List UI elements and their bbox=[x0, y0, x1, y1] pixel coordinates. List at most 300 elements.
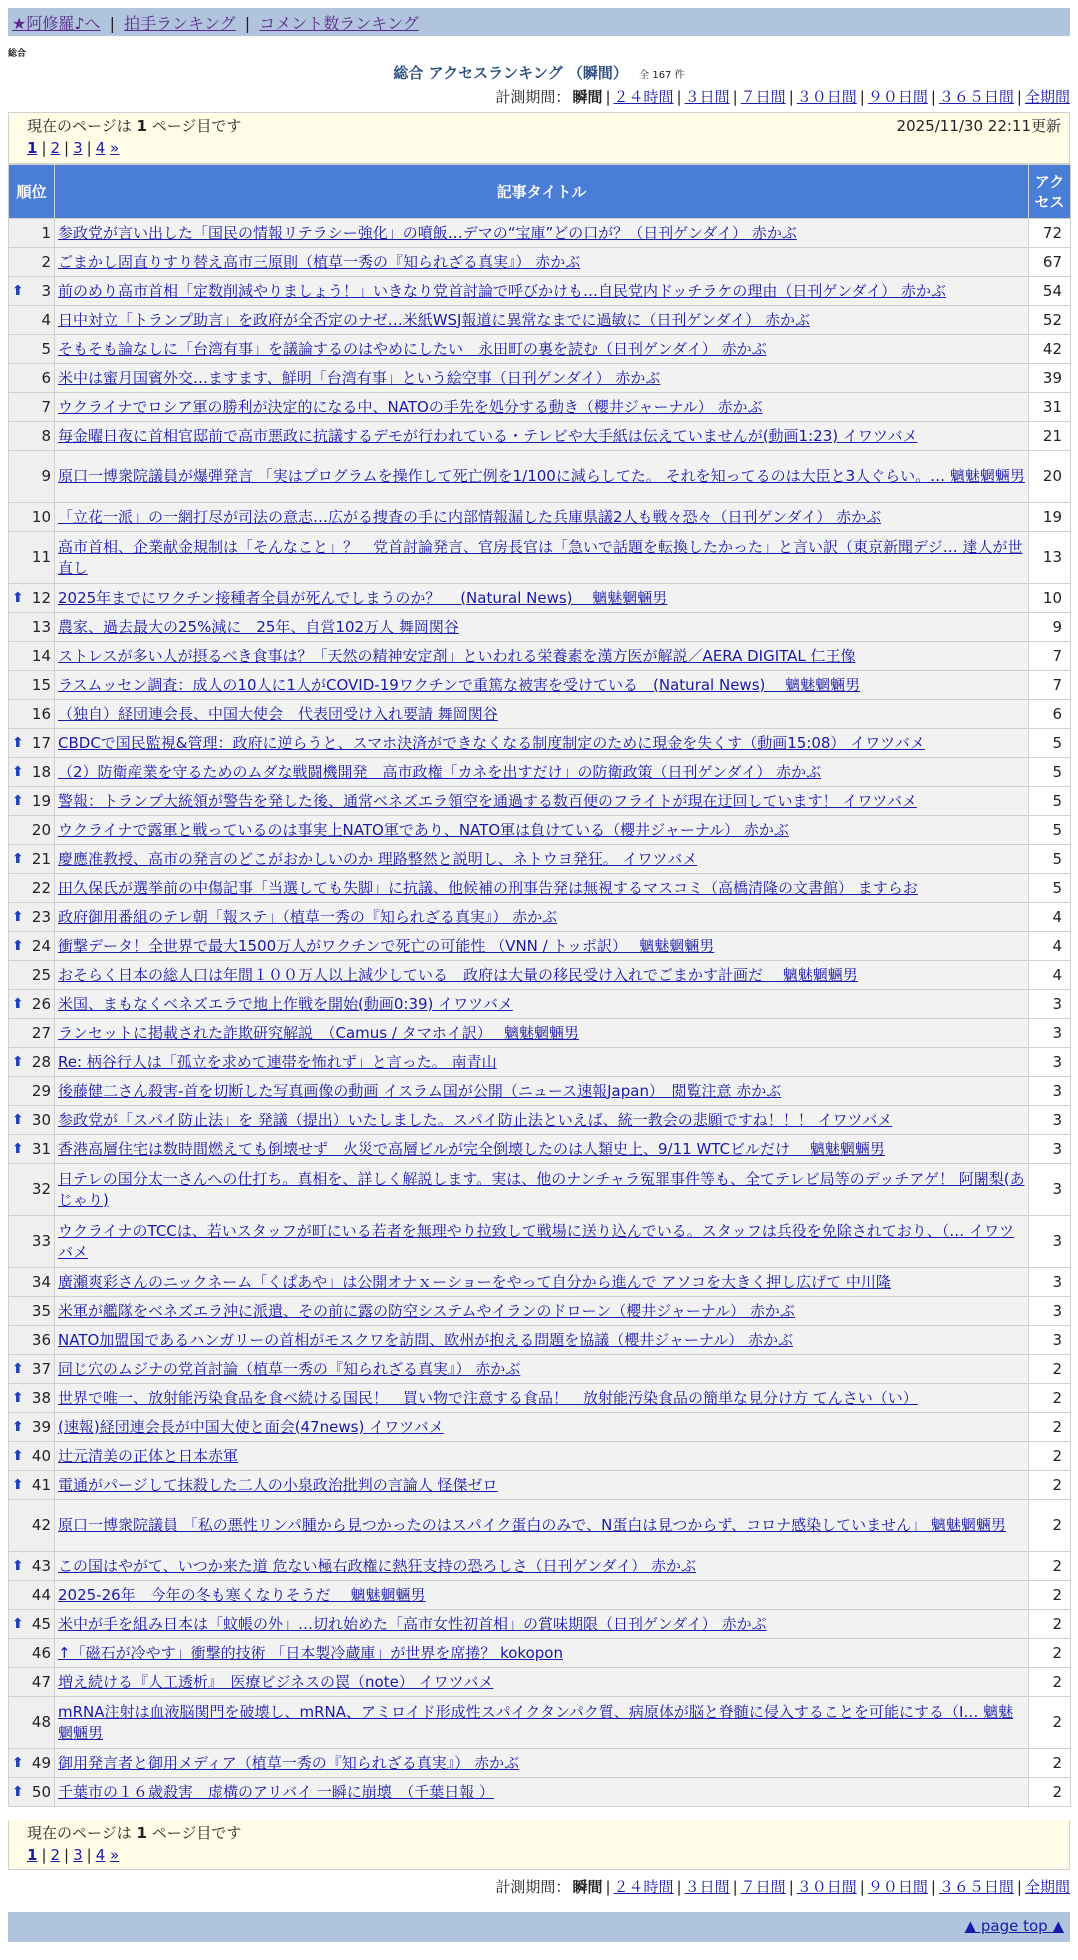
up-arrow-icon: ⬆ bbox=[12, 1112, 24, 1128]
article-link[interactable]: 日中対立「トランプ助言」を政府が全否定のナゼ…米紙WSJ報道に異常なまでに過敏に（日刊ゲンダイ） 赤かぶ bbox=[58, 310, 811, 329]
rank-number: 13 bbox=[31, 617, 51, 636]
table-row bbox=[9, 1581, 1071, 1610]
rank-cell bbox=[9, 1581, 55, 1610]
access-count: 67 bbox=[1029, 248, 1071, 277]
article-link[interactable]: 辻元清美の正体と日本赤軍 bbox=[58, 1446, 239, 1465]
rank-cell bbox=[9, 451, 55, 503]
article-link[interactable]: 米国、まもなくベネズエラで地上作戦を開始(動画0:39) イワツバメ bbox=[58, 994, 513, 1013]
period-link[interactable]: ３日間 bbox=[684, 88, 730, 106]
rank-number: 5 bbox=[41, 339, 51, 358]
table-row bbox=[9, 1552, 1071, 1581]
rank-cell bbox=[9, 248, 55, 277]
up-arrow-icon: ⬆ bbox=[12, 1558, 24, 1574]
table-row bbox=[9, 1326, 1071, 1355]
access-count: 2 bbox=[1029, 1749, 1071, 1778]
table-row bbox=[9, 1778, 1071, 1807]
period-selector-top bbox=[495, 86, 1070, 107]
up-arrow-icon: ⬆ bbox=[12, 851, 24, 867]
article-link[interactable]: この国はやがて、いつか来た道 危ない極右政権に熱狂支持の恐ろしさ（日刊ゲンダイ） 赤かぶ bbox=[58, 1556, 697, 1575]
rank-cell bbox=[9, 306, 55, 335]
period-separator: | bbox=[605, 88, 611, 106]
rank-cell bbox=[9, 642, 55, 671]
rank-number: 15 bbox=[31, 675, 51, 694]
article-link[interactable]: 2025-26年 今年の冬も寒くなりそうだ 魑魅魍魎男 bbox=[58, 1585, 426, 1604]
period-separator: | bbox=[930, 88, 936, 106]
article-link[interactable]: 政府御用番組のテレ朝「報ステ」（植草一秀の『知られざる真実』） 赤かぶ bbox=[58, 907, 558, 926]
article-link[interactable]: 警報：トランプ大統領が警告を発した後、通常ベネズエラ領空を通過する数百便のフライトが現在迂回しています！ イワツバメ bbox=[58, 791, 918, 810]
rank-cell bbox=[9, 393, 55, 422]
rank-cell bbox=[9, 1384, 55, 1413]
table-row bbox=[9, 700, 1071, 729]
access-count: 2 bbox=[1029, 1355, 1071, 1384]
table-row bbox=[9, 1500, 1071, 1552]
period-link[interactable]: 全期間 bbox=[1024, 1878, 1070, 1896]
article-link[interactable]: ごまかし固直りすり替え高市三原則（植草一秀の『知られざる真実』） 赤かぶ bbox=[58, 252, 581, 271]
rank-cell bbox=[9, 532, 55, 584]
rank-number: 24 bbox=[31, 936, 51, 955]
access-count: 2 bbox=[1029, 1384, 1071, 1413]
table-row bbox=[9, 1135, 1071, 1164]
access-count: 2 bbox=[1029, 1610, 1071, 1639]
article-link[interactable]: （独自）経団連会長、中国大使会 代表団受け入れ要請 舞岡関谷 bbox=[58, 704, 498, 723]
table-row bbox=[9, 1216, 1071, 1268]
period-link[interactable]: ２４時間 bbox=[613, 1878, 674, 1896]
access-column-header: アクセス bbox=[1029, 165, 1071, 219]
table-row bbox=[9, 874, 1071, 903]
rank-number: 21 bbox=[31, 849, 51, 868]
rank-cell bbox=[9, 1610, 55, 1639]
comment-ranking-link[interactable]: コメント数ランキング bbox=[259, 14, 419, 33]
page-separator: | bbox=[64, 139, 70, 157]
rank-cell bbox=[9, 990, 55, 1019]
rank-cell bbox=[9, 1019, 55, 1048]
rank-cell bbox=[9, 1697, 55, 1749]
up-arrow-icon: ⬆ bbox=[12, 938, 24, 954]
title-cell bbox=[55, 422, 1029, 451]
article-link[interactable]: 千葉市の１６歳殺害 虚構のアリバイ 一瞬に崩壊 （千葉日報 ） bbox=[58, 1782, 494, 1801]
page-link-3[interactable]: 3 bbox=[73, 1846, 83, 1864]
article-link[interactable]: 米軍が艦隊をベネズエラ沖に派遣、その前に露の防空システムやイランのドローン（櫻井ジャーナル） 赤かぶ bbox=[58, 1301, 795, 1320]
access-count: 2 bbox=[1029, 1413, 1071, 1442]
page-link-1[interactable]: 1 bbox=[27, 1846, 38, 1864]
access-count: 13 bbox=[1029, 532, 1071, 584]
rank-number: 11 bbox=[31, 548, 51, 566]
access-count: 5 bbox=[1029, 787, 1071, 816]
table-row bbox=[9, 961, 1071, 990]
rank-number: 6 bbox=[41, 368, 51, 387]
up-arrow-icon: ⬆ bbox=[12, 1361, 24, 1377]
rank-cell bbox=[9, 364, 55, 393]
table-row bbox=[9, 1048, 1071, 1077]
access-count: 3 bbox=[1029, 1135, 1071, 1164]
article-link[interactable]: 参政党が「スパイ防止法」を 発議（提出）いたしました。スパイ防止法といえば、統一教会の悲願ですね！！！ イワツバメ bbox=[58, 1110, 893, 1129]
period-link[interactable]: ９０日間 bbox=[867, 88, 928, 106]
article-link[interactable]: 原口一博衆院議員が爆弾発言 「実はプログラムを操作して死亡例を1/100に減らしてた。 それを知ってるのは大臣と3人ぐらい。… 魑魅魍魎男 bbox=[58, 467, 1025, 485]
title-cell bbox=[55, 364, 1029, 393]
period-current: 瞬間 bbox=[572, 88, 603, 106]
table-row bbox=[9, 1077, 1071, 1106]
title-cell bbox=[55, 1384, 1029, 1413]
article-link[interactable]: 慶應准教授、高市の発言のどこがおかしいのか 理路整然と説明し、ネトウヨ発狂。 イワツバメ bbox=[58, 849, 698, 868]
table-row bbox=[9, 1268, 1071, 1297]
title-cell bbox=[55, 248, 1029, 277]
title-cell bbox=[55, 1552, 1029, 1581]
article-link[interactable]: 後藤健二さん殺害-首を切断した写真画像の動画 イスラム国が公開（ニュース速報Japan） 閲覧注意 赤かぶ bbox=[58, 1081, 782, 1100]
access-count: 42 bbox=[1029, 335, 1071, 364]
rank-cell bbox=[9, 1413, 55, 1442]
article-link[interactable]: 2025年までにワクチン接種者全員が死んでしまうのか？ (Natural News) 魑魅魍魎男 bbox=[58, 588, 668, 607]
title-cell bbox=[55, 1164, 1029, 1216]
pager-top bbox=[8, 112, 1070, 164]
table-row bbox=[9, 422, 1071, 451]
next-page-link[interactable]: » bbox=[110, 1846, 120, 1864]
rank-number: 2 bbox=[41, 252, 51, 271]
access-count: 52 bbox=[1029, 306, 1071, 335]
table-row bbox=[9, 932, 1071, 961]
up-arrow-icon: ⬆ bbox=[12, 1054, 24, 1070]
article-link[interactable]: 参政党が言い出した「国民の情報リテラシー強化」の噴飯…デマの“宝庫”どの口が？（日刊ゲンダイ） 赤かぶ bbox=[58, 223, 797, 242]
page-link-4[interactable]: 4 bbox=[95, 1846, 106, 1864]
table-row bbox=[9, 903, 1071, 932]
up-arrow-icon: ⬆ bbox=[12, 1477, 24, 1493]
article-link[interactable]: 御用発言者と御用メディア（植草一秀の『知られざる真実』） 赤かぶ bbox=[58, 1753, 520, 1772]
period-separator: | bbox=[930, 1878, 936, 1896]
title-cell bbox=[55, 1639, 1029, 1668]
title-cell bbox=[55, 642, 1029, 671]
period-separator: | bbox=[859, 1878, 865, 1896]
rank-cell bbox=[9, 1077, 55, 1106]
title-cell bbox=[55, 1749, 1029, 1778]
page-title-text: 総合 アクセスランキング （瞬間） bbox=[393, 64, 628, 82]
rank-number: 34 bbox=[31, 1272, 51, 1291]
rank-number: 45 bbox=[31, 1614, 51, 1633]
title-cell bbox=[55, 1697, 1029, 1749]
access-count: 9 bbox=[1029, 613, 1071, 642]
article-link[interactable]: 電通がパージして抹殺した二人の小泉政治批判の言論人 怪傑ゼロ bbox=[58, 1475, 498, 1494]
access-count: 2 bbox=[1029, 1697, 1071, 1749]
table-row bbox=[9, 1749, 1071, 1778]
bottom-bar bbox=[8, 1912, 1070, 1942]
home-link[interactable]: ★阿修羅♪へ bbox=[12, 14, 101, 33]
page-numbers-bottom bbox=[27, 1844, 1051, 1866]
nav-separator: | bbox=[244, 14, 251, 33]
title-cell bbox=[55, 932, 1029, 961]
current-page-number: 1 bbox=[136, 117, 147, 135]
article-link[interactable]: (速報)経団連会長が中国大使と面会(47news) イワツバメ bbox=[58, 1417, 444, 1436]
ranking-table bbox=[8, 164, 1071, 1807]
access-count: 20 bbox=[1029, 451, 1071, 503]
rank-number: 20 bbox=[31, 820, 51, 839]
title-cell bbox=[55, 671, 1029, 700]
rank-cell bbox=[9, 700, 55, 729]
rank-number: 37 bbox=[31, 1359, 51, 1378]
table-row bbox=[9, 990, 1071, 1019]
up-arrow-icon: ⬆ bbox=[12, 793, 24, 809]
access-count: 31 bbox=[1029, 393, 1071, 422]
rank-cell bbox=[9, 335, 55, 364]
rank-cell bbox=[9, 758, 55, 787]
access-count: 2 bbox=[1029, 1581, 1071, 1610]
article-link[interactable]: 田久保氏が選挙前の中傷記事「当選しても失脚」に抗議、他候補の刑事告発は無視するマスコミ（高橋清隆の文書館） ますらお bbox=[58, 878, 918, 897]
access-count: 4 bbox=[1029, 903, 1071, 932]
next-page-link[interactable]: » bbox=[110, 139, 120, 157]
table-row bbox=[9, 642, 1071, 671]
access-count: 3 bbox=[1029, 1019, 1071, 1048]
rank-cell bbox=[9, 422, 55, 451]
article-link[interactable]: （2）防衛産業を守るためのムダな戦闘機開発 高市政権「カネを出すだけ」の防衛政策（日刊ゲンダイ） 赤かぶ bbox=[58, 762, 822, 781]
period-link[interactable]: ３６５日間 bbox=[938, 1878, 1014, 1896]
table-row bbox=[9, 1384, 1071, 1413]
article-link[interactable]: おそらく日本の総人口は年間１００万人以上減少している 政府は大量の移民受け入れでごまかす計画だ 魑魅魍魎男 bbox=[58, 965, 858, 984]
title-cell bbox=[55, 584, 1029, 613]
title-cell bbox=[55, 335, 1029, 364]
applause-ranking-link[interactable]: 拍手ランキング bbox=[124, 14, 236, 33]
rank-number: 48 bbox=[31, 1713, 51, 1731]
access-count: 5 bbox=[1029, 758, 1071, 787]
rank-number: 3 bbox=[41, 281, 51, 300]
article-link[interactable]: ランセットに掲載された詐欺研究解説 （Camus / タマホイ訳） 魑魅魍魎男 bbox=[58, 1023, 579, 1042]
top-nav-bar bbox=[8, 8, 1070, 36]
title-cell bbox=[55, 1668, 1029, 1697]
rank-number: 1 bbox=[41, 223, 51, 242]
title-cell bbox=[55, 1500, 1029, 1552]
title-cell bbox=[55, 729, 1029, 758]
rank-cell bbox=[9, 503, 55, 532]
rank-cell bbox=[9, 1048, 55, 1077]
title-cell bbox=[55, 277, 1029, 306]
access-count: 5 bbox=[1029, 845, 1071, 874]
rank-cell bbox=[9, 932, 55, 961]
rank-cell bbox=[9, 816, 55, 845]
access-count: 7 bbox=[1029, 642, 1071, 671]
title-cell bbox=[55, 700, 1029, 729]
page-link-3[interactable]: 3 bbox=[73, 139, 83, 157]
access-count: 5 bbox=[1029, 816, 1071, 845]
period-link[interactable]: ３６５日間 bbox=[938, 88, 1014, 106]
updated-timestamp: 2025/11/30 22:11更新 bbox=[896, 117, 1061, 135]
rank-column-header: 順位 bbox=[9, 165, 55, 219]
table-row bbox=[9, 1668, 1071, 1697]
article-link[interactable]: 米中が手を組み日本は「蚊帳の外」…切れ始めた「高市女性初首相」の賞味期限（日刊ゲンダイ） 赤かぶ bbox=[58, 1614, 767, 1633]
article-link[interactable]: 世界で唯一、放射能汚染食品を食べ続ける国民！ 買い物で注意する食品！ 放射能汚染食品の簡単な見分け方 てんさい（い） bbox=[58, 1388, 918, 1407]
period-link[interactable]: ３０日間 bbox=[796, 88, 857, 106]
period-link[interactable]: 全期間 bbox=[1024, 88, 1070, 106]
period-separator: | bbox=[676, 88, 682, 106]
page-link-2[interactable]: 2 bbox=[50, 1846, 61, 1864]
title-cell bbox=[55, 1297, 1029, 1326]
table-row bbox=[9, 613, 1071, 642]
rank-number: 36 bbox=[31, 1330, 51, 1349]
table-row bbox=[9, 1164, 1071, 1216]
title-cell bbox=[55, 451, 1029, 503]
rank-cell bbox=[9, 1355, 55, 1384]
article-link[interactable]: 毎金曜日夜に首相官邸前で高市悪政に抗議するデモが行われている・テレビや大手紙は伝えていませんが(動画1:23) イワツバメ bbox=[58, 426, 918, 445]
table-row bbox=[9, 451, 1071, 503]
article-link[interactable]: 原口一博衆院議員 「私の悪性リンパ腫から見つかったのはスパイク蛋白のみで、N蛋白は見つからず、コロナ感染していません」 魑魅魍魎男 bbox=[58, 1516, 1006, 1534]
article-link[interactable]: 同じ穴のムジナの党首討論（植草一秀の『知られざる真実』） 赤かぶ bbox=[58, 1359, 521, 1378]
title-cell bbox=[55, 1581, 1029, 1610]
rank-cell bbox=[9, 1268, 55, 1297]
period-separator: | bbox=[859, 88, 865, 106]
up-arrow-icon: ⬆ bbox=[12, 1784, 24, 1800]
period-separator: | bbox=[788, 1878, 794, 1896]
title-cell bbox=[55, 1442, 1029, 1471]
title-cell bbox=[55, 787, 1029, 816]
article-link[interactable]: ウクライナのTCCは、若いスタッフが町にいる若者を無理やり拉致して戦場に送り込んでいる。スタッフは兵役を免除されており、（… イワツバメ bbox=[58, 1221, 1015, 1261]
access-count: 3 bbox=[1029, 990, 1071, 1019]
table-row bbox=[9, 1471, 1071, 1500]
rank-cell bbox=[9, 613, 55, 642]
title-cell bbox=[55, 1471, 1029, 1500]
access-count: 2 bbox=[1029, 1471, 1071, 1500]
rank-number: 50 bbox=[31, 1782, 51, 1801]
period-separator: | bbox=[732, 1878, 738, 1896]
table-row bbox=[9, 1697, 1071, 1749]
title-cell bbox=[55, 1268, 1029, 1297]
article-link[interactable]: 増え続ける『人工透析』 医療ビジネスの罠（note） イワツバメ bbox=[58, 1672, 494, 1691]
page-separator: | bbox=[86, 139, 92, 157]
rank-cell bbox=[9, 1216, 55, 1268]
rank-number: 4 bbox=[41, 310, 51, 329]
table-row bbox=[9, 1639, 1071, 1668]
table-row bbox=[9, 335, 1071, 364]
access-count: 3 bbox=[1029, 1106, 1071, 1135]
article-link[interactable]: 農家、過去最大の25%減に 25年、自営102万人 舞岡関谷 bbox=[58, 617, 459, 636]
article-link[interactable]: 前のめり高市首相「定数削減やりましょう！」いきなり党首討論で呼びかけも…自民党内ドッチラケの理由（日刊ゲンダイ） 赤かぶ bbox=[58, 281, 946, 300]
article-link[interactable]: ウクライナでロシア軍の勝利が決定的になる中、NATOの手先を処分する動き（櫻井ジャーナル） 赤かぶ bbox=[58, 397, 763, 416]
period-selector-bottom bbox=[495, 1876, 1070, 1897]
page-separator: | bbox=[64, 1846, 70, 1864]
rank-cell bbox=[9, 1500, 55, 1552]
article-link[interactable]: そもそも論なしに「台湾有事」を議論するのはやめにしたい 永田町の裏を読む（日刊ゲンダイ） 赤かぶ bbox=[58, 339, 767, 358]
title-cell bbox=[55, 393, 1029, 422]
page-link-2[interactable]: 2 bbox=[50, 139, 61, 157]
article-link[interactable]: 高市首相、企業献金規制は「そんなこと」？ 党首討論発言、官房長官は「急いで話題を転換したかった」と言い訳（東京新聞デジ… 達人が世直し bbox=[58, 537, 1023, 577]
period-link[interactable]: ３０日間 bbox=[796, 1878, 857, 1896]
rank-number: 28 bbox=[31, 1052, 51, 1071]
article-link[interactable]: mRNA注射は血液脳関門を破壊し、mRNA、アミロイド形成性スパイクタンパク質、病原体が脳と脊髄に侵入することを可能にする（I… 魑魅魍魎男 bbox=[58, 1702, 1014, 1742]
page-numbers-top bbox=[27, 137, 1051, 159]
rank-number: 38 bbox=[31, 1388, 51, 1407]
access-count: 21 bbox=[1029, 422, 1071, 451]
up-arrow-icon: ⬆ bbox=[12, 764, 24, 780]
period-link[interactable]: ３日間 bbox=[684, 1878, 730, 1896]
period-link[interactable]: ７日間 bbox=[740, 88, 786, 106]
article-link[interactable]: ウクライナで露軍と戦っているのは事実上NATO軍であり、NATO軍は負けている（櫻井ジャーナル） 赤かぶ bbox=[58, 820, 789, 839]
title-cell bbox=[55, 1355, 1029, 1384]
rank-number: 17 bbox=[31, 733, 51, 752]
current-page-number: 1 bbox=[136, 1824, 147, 1842]
period-separator: | bbox=[676, 1878, 682, 1896]
rank-number: 27 bbox=[31, 1023, 51, 1042]
table-row bbox=[9, 248, 1071, 277]
up-arrow-icon: ⬆ bbox=[12, 1390, 24, 1406]
access-count: 2 bbox=[1029, 1639, 1071, 1668]
article-link[interactable]: Re: 柄谷行人は「孤立を求めて連帯を怖れず」と言った。 南青山 bbox=[58, 1052, 497, 1071]
access-count: 3 bbox=[1029, 1326, 1071, 1355]
title-cell bbox=[55, 1048, 1029, 1077]
rank-number: 49 bbox=[31, 1753, 51, 1772]
table-row bbox=[9, 277, 1071, 306]
rank-cell bbox=[9, 219, 55, 248]
category-label: 総合 bbox=[8, 49, 27, 59]
access-count: 54 bbox=[1029, 277, 1071, 306]
rank-number: 25 bbox=[31, 965, 51, 984]
rank-number: 44 bbox=[31, 1585, 51, 1604]
period-label: 計測期間： bbox=[495, 88, 571, 106]
table-row bbox=[9, 729, 1071, 758]
up-arrow-icon: ⬆ bbox=[12, 909, 24, 925]
current-page-text: 現在のページは 1 ページ目です bbox=[27, 117, 242, 135]
page-top-link[interactable]: ▲ page top ▲ bbox=[964, 1917, 1064, 1935]
article-link[interactable]: ラスムッセン調査：成人の10人に1人がCOVID-19ワクチンで重篤な被害を受けている (Natural News) 魑魅魍魎男 bbox=[58, 675, 861, 694]
article-link[interactable]: 香港高層住宅は数時間燃えても倒壊せず 火災で高層ビルが完全倒壊したのは人類史上、9/11 WTCビルだけ 魑魅魍魎男 bbox=[58, 1139, 885, 1158]
article-link[interactable]: ストレスが多い人が摂るべき食事は？「天然の精神安定剤」といわれる栄養素を漢方医が解説／AERA DIGITAL 仁王像 bbox=[58, 646, 856, 665]
rank-cell bbox=[9, 1164, 55, 1216]
article-link[interactable]: 「立花一派」の一網打尽が司法の意志…広がる捜査の手に内部情報漏した兵庫県議2人も戦々恐々（日刊ゲンダイ） 赤かぶ bbox=[58, 507, 882, 526]
title-cell bbox=[55, 903, 1029, 932]
rank-number: 40 bbox=[31, 1446, 51, 1465]
rank-number: 18 bbox=[31, 762, 51, 781]
table-row bbox=[9, 393, 1071, 422]
rank-number: 43 bbox=[31, 1556, 51, 1575]
article-link[interactable]: ↑「磁石が冷やす」衝撃的技術 「日本製冷蔵庫」が世界を席捲？ kokopon bbox=[58, 1643, 563, 1662]
period-link[interactable]: ７日間 bbox=[740, 1878, 786, 1896]
rank-cell bbox=[9, 845, 55, 874]
title-cell bbox=[55, 503, 1029, 532]
rank-cell bbox=[9, 1552, 55, 1581]
page-link-4[interactable]: 4 bbox=[95, 139, 106, 157]
table-row bbox=[9, 306, 1071, 335]
access-count: 3 bbox=[1029, 1268, 1071, 1297]
rank-cell bbox=[9, 1668, 55, 1697]
rank-number: 30 bbox=[31, 1110, 51, 1129]
article-link[interactable]: 廣瀬爽彩さんのニックネーム「くぱあや」は公開オナｘーショーをやって自分から進んで アソコを大きく押し広げて 中川隆 bbox=[58, 1272, 891, 1291]
period-link[interactable]: ２４時間 bbox=[613, 88, 674, 106]
access-count: 2 bbox=[1029, 1500, 1071, 1552]
period-link[interactable]: ９０日間 bbox=[867, 1878, 928, 1896]
article-link[interactable]: CBDCで国民監視&管理：政府に逆らうと、スマホ決済ができなくなる制度制定のために現金を失くす（動画15:08） イワツバメ bbox=[58, 733, 925, 752]
title-cell bbox=[55, 1326, 1029, 1355]
page-separator: | bbox=[41, 1846, 47, 1864]
rank-cell bbox=[9, 1106, 55, 1135]
up-arrow-icon: ⬆ bbox=[12, 590, 24, 606]
article-link[interactable]: NATO加盟国であるハンガリーの首相がモスクワを訪問、欧州が抱える問題を協議（櫻井ジャーナル） 赤かぶ bbox=[58, 1330, 794, 1349]
up-arrow-icon: ⬆ bbox=[12, 1755, 24, 1771]
access-count: 2 bbox=[1029, 1778, 1071, 1807]
access-count: 3 bbox=[1029, 1297, 1071, 1326]
title-cell bbox=[55, 845, 1029, 874]
rank-cell bbox=[9, 874, 55, 903]
period-current: 瞬間 bbox=[572, 1878, 603, 1896]
page-link-1[interactable]: 1 bbox=[27, 139, 38, 157]
rank-cell bbox=[9, 1471, 55, 1500]
article-link[interactable]: 日テレの国分太一さんへの仕打ち。真相を、詳しく解説します。実は、他のナンチャラ冤罪事件等も、全てテレビ局等のデッチアゲ！ 阿闍梨(あじゃり) bbox=[58, 1169, 1025, 1209]
table-row bbox=[9, 584, 1071, 613]
rank-cell bbox=[9, 1749, 55, 1778]
up-arrow-icon: ⬆ bbox=[12, 1419, 24, 1435]
rank-number: 41 bbox=[31, 1475, 51, 1494]
rank-cell bbox=[9, 1297, 55, 1326]
period-separator: | bbox=[732, 88, 738, 106]
title-cell bbox=[55, 1216, 1029, 1268]
article-link[interactable]: 米中は蜜月国賓外交…ますます、鮮明「台湾有事」という絵空事（日刊ゲンダイ） 赤かぶ bbox=[58, 368, 661, 387]
title-cell bbox=[55, 990, 1029, 1019]
title-cell bbox=[55, 219, 1029, 248]
table-row bbox=[9, 671, 1071, 700]
article-link[interactable]: 衝撃データ！全世界で最大1500万人がワクチンで死亡の可能性 （VNN / トッポ訳） 魑魅魍魎男 bbox=[58, 936, 715, 955]
page-separator: | bbox=[41, 139, 47, 157]
